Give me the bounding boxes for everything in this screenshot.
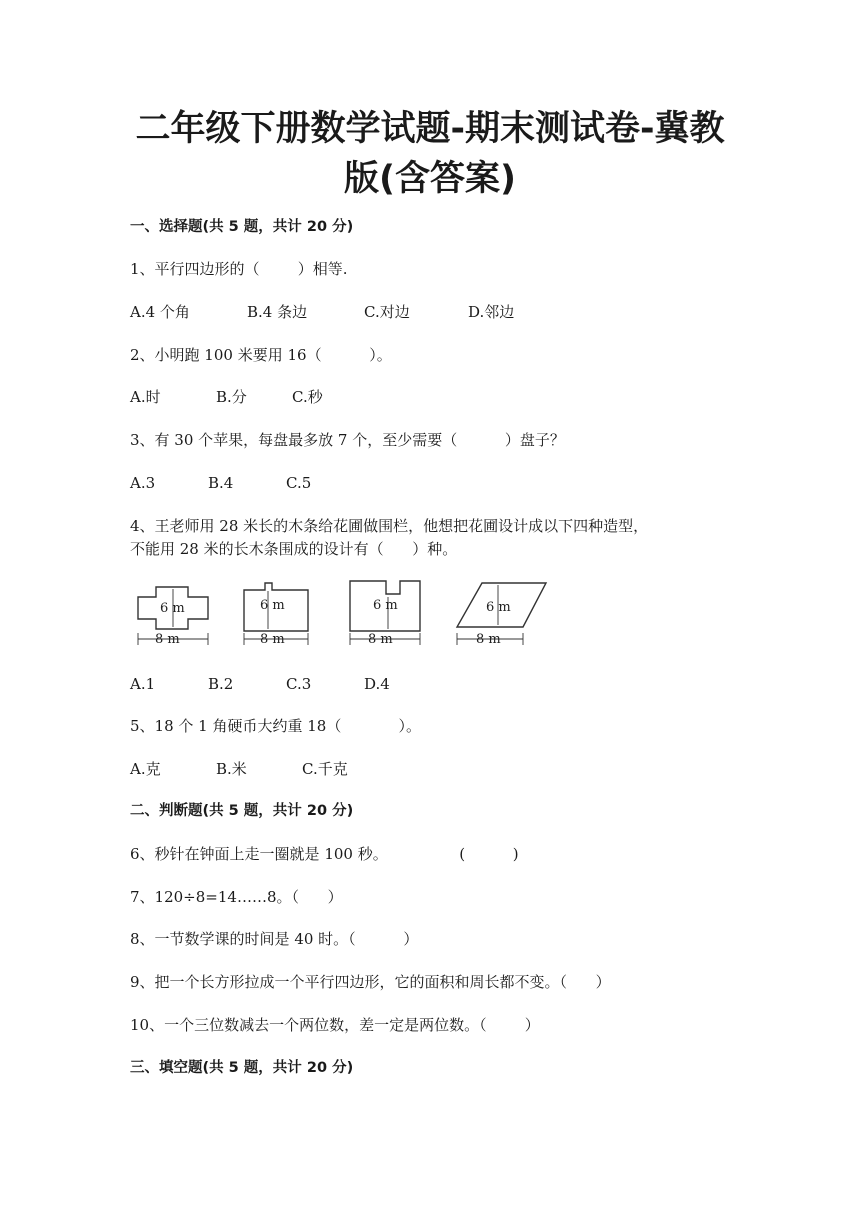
option: C.千克 bbox=[302, 760, 348, 778]
question-10: 10、一个三位数减去一个两位数，差一定是两位数。（ ） bbox=[130, 1016, 540, 1034]
question-2: 2、小明跑 100 米要用 16（ ）。 bbox=[130, 346, 392, 364]
question-5: 5、18 个 1 角硬币大约重 18（ ）。 bbox=[130, 717, 422, 735]
option: C.5 bbox=[286, 474, 312, 492]
option: B.2 bbox=[208, 675, 234, 693]
option: A.1 bbox=[130, 675, 156, 693]
question-4-line1: 4、王老师用 28 米长的木条给花圃做围栏，他想把花圃设计成以下四种造型， bbox=[130, 517, 649, 535]
doc-title-line1: 二年级下册数学试题-期末测试卷-冀教 bbox=[135, 109, 725, 149]
option: C.对边 bbox=[364, 303, 410, 321]
question-2-options bbox=[130, 387, 323, 467]
question-4-figure bbox=[130, 575, 560, 655]
option: D.4 bbox=[364, 675, 390, 693]
option: B.4 bbox=[208, 474, 234, 492]
section-heading-fill: 三、填空题(共 5 题，共计 20 分) bbox=[130, 1060, 354, 1076]
question-6: 6、秒针在钟面上走一圈就是 100 秒。 ( ) bbox=[130, 845, 519, 863]
option: D.邻边 bbox=[468, 303, 515, 321]
option: B.分 bbox=[216, 388, 247, 406]
option: A.克 bbox=[130, 760, 161, 778]
question-7: 7、120÷8=14……8。（ ） bbox=[130, 888, 343, 906]
doc-title-line2: 版(含答案) bbox=[344, 159, 516, 199]
width-label: 8 m bbox=[368, 632, 393, 647]
height-label: 6 m bbox=[486, 600, 511, 615]
question-9: 9、把一个长方形拉成一个平行四边形，它的面积和周长都不变。（ ） bbox=[130, 973, 611, 991]
option: B.4 条边 bbox=[247, 303, 308, 321]
height-label: 6 m bbox=[160, 601, 185, 616]
section-heading-choice: 一、选择题(共 5 题，共计 20 分) bbox=[130, 219, 354, 235]
width-label: 8 m bbox=[155, 632, 180, 647]
height-label: 6 m bbox=[260, 598, 285, 613]
option: A.4 个角 bbox=[130, 303, 190, 321]
option: A.时 bbox=[130, 388, 161, 406]
option: C.3 bbox=[286, 675, 312, 693]
section-heading-judge: 二、判断题(共 5 题，共计 20 分) bbox=[130, 803, 354, 819]
option: B.米 bbox=[216, 760, 247, 778]
option: A.3 bbox=[130, 474, 156, 492]
question-4-line2: 不能用 28 米的长木条围成的设计有（ ）种。 bbox=[130, 540, 458, 558]
question-1: 1、平行四边形的（ ）相等. bbox=[130, 260, 348, 278]
height-label: 6 m bbox=[373, 598, 398, 613]
width-label: 8 m bbox=[476, 632, 501, 647]
question-8: 8、一节数学课的时间是 40 时。（ ） bbox=[130, 930, 419, 948]
question-3: 3、有 30 个苹果，每盘最多放 7 个，至少需要（ ）盘子？ bbox=[130, 431, 565, 449]
width-label: 8 m bbox=[260, 632, 285, 647]
option: C.秒 bbox=[292, 388, 323, 406]
